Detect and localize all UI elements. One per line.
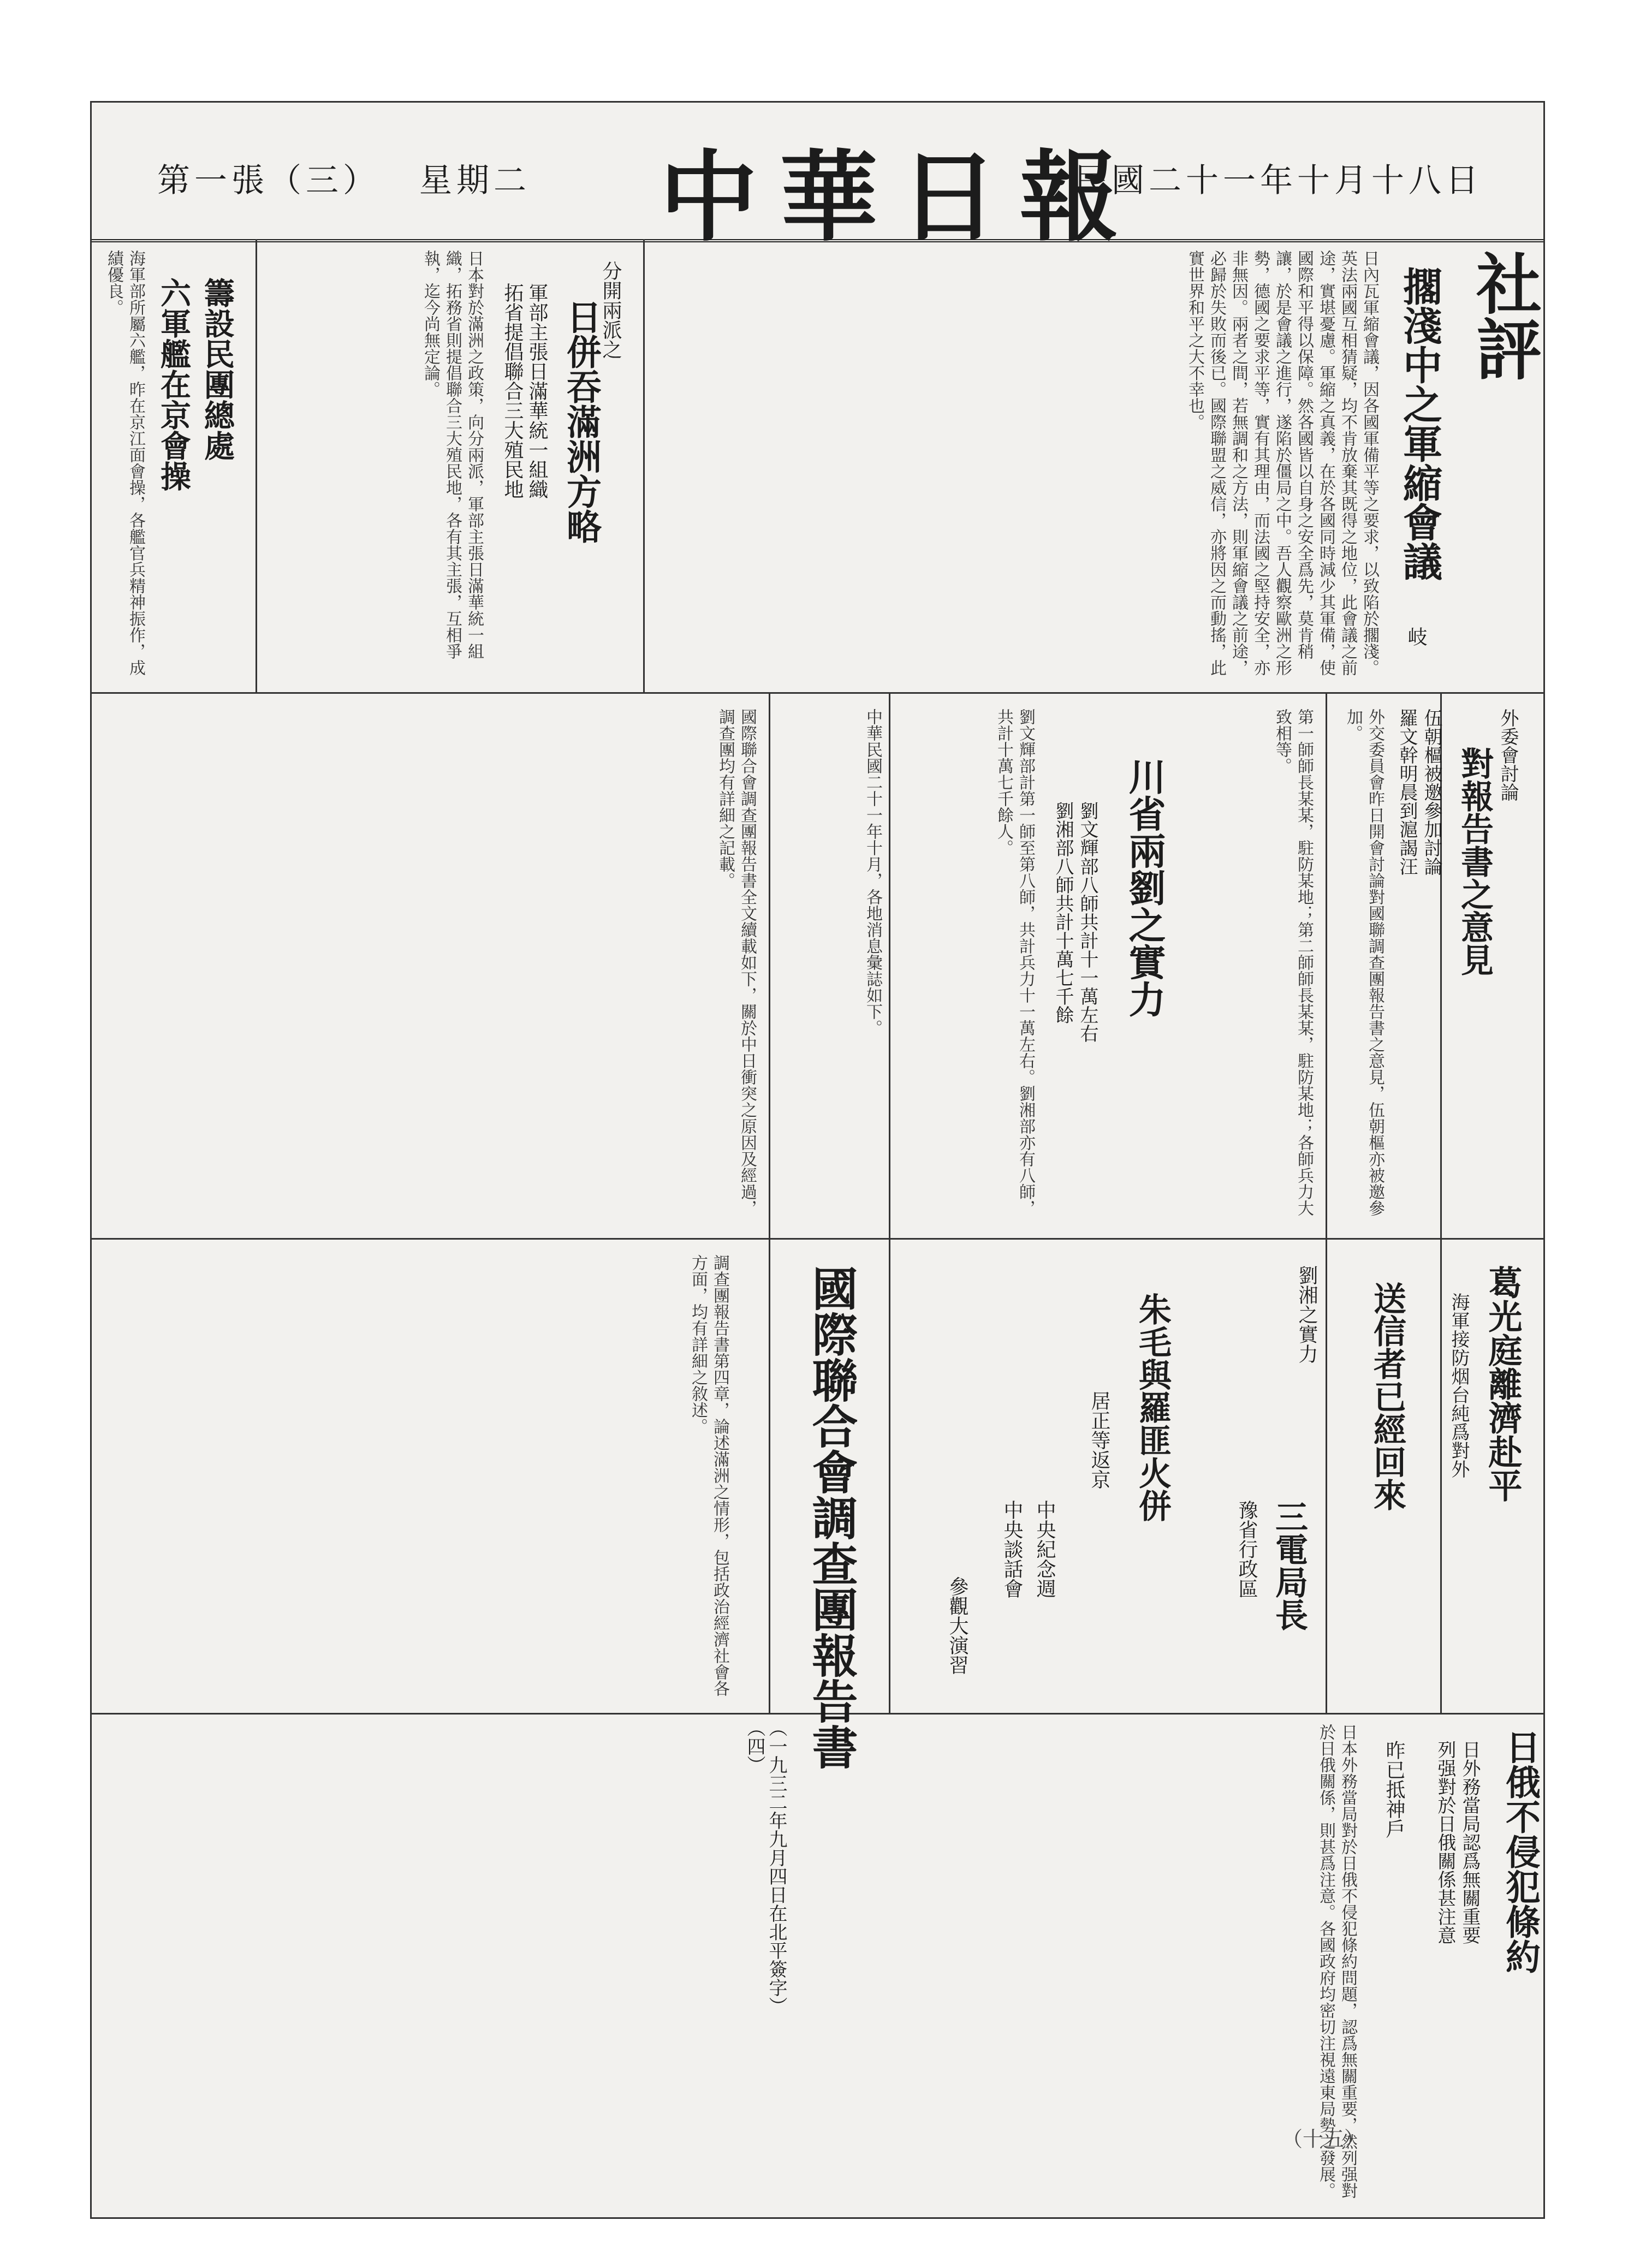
sandian-headline: 三電局長 [1270, 1500, 1308, 1631]
canguan-headline: 參觀大演習 [946, 1576, 968, 1675]
manchuria-kicker: 分開兩派之 [599, 261, 622, 359]
masthead-day: 星期二 [419, 162, 531, 200]
yusheng-headline: 豫省行政區 [1235, 1500, 1258, 1598]
gegan-sub: 海軍接防烟台純爲對外 [1448, 1293, 1470, 1478]
six-ships-headline: 六軍艦在京會操 [156, 277, 192, 491]
tanhua-headline: 中央談話會 [1001, 1500, 1023, 1598]
report-opinion-sub: 伍朝樞被邀參加討論 [1421, 709, 1442, 876]
masthead [92, 103, 1543, 255]
editorial-headline: 擱淺中之軍縮會議 [1397, 266, 1443, 581]
report-opinion-label: 外委會討論 [1497, 709, 1519, 801]
league-report-part: （四） [744, 1718, 765, 1774]
column-rule [255, 239, 257, 692]
bottom-band-body: 日本外務當局對於日俄不侵犯條約問題，認爲無關重要，然列强對於日俄關係，則甚爲注意。各國政府均密切注視遠東局勢之發展。 [1316, 1724, 1357, 2199]
editorial-label: 社評 [1465, 250, 1542, 381]
rieri-sub: 日外務當局認爲無關重要 [1459, 1740, 1481, 1944]
gegan-headline: 葛光庭離濟赴平 [1483, 1265, 1523, 1502]
league-report-body: 調查團報告書第四章，論述滿洲之情形，包括政治經濟社會各方面，均有詳細之敘述。 [688, 1254, 729, 1696]
liudu-headline: 劉湘之實力 [1296, 1265, 1318, 1364]
column-text: 中華民國二十一年十月，各地消息彙誌如下。 [863, 709, 882, 1036]
page-number: （十五） [1282, 2127, 1365, 2151]
manchuria-headline: 日併吞滿洲方略 [561, 299, 602, 544]
manchuria-sub2: 拓省提倡聯合三大殖民地 [501, 283, 524, 499]
six-ships-body: 海軍部所屬六艦，昨在京江面會操，各艦官兵精神振作，成績優良。 [104, 250, 145, 676]
column-rule [1326, 692, 1327, 1713]
column-rule [643, 239, 645, 692]
middle-left-text: 國際聯合會調查團報告書全文續載如下，關於中日衝突之原因及經過，調查團均有詳細之記載。 [716, 709, 757, 1216]
editorial-author: 岐 [1405, 627, 1427, 646]
league-report-headline: 國際聯合會調查團報告書 [805, 1265, 859, 1770]
mintuan-headline: 籌設民團總處 [199, 277, 235, 461]
liu-power-body: 劉文輝部計第一師至第八師，共計兵力十一萬左右。劉湘部亦有八師，共計十萬七千餘人。 [994, 709, 1035, 1216]
manchuria-sub1: 軍部主張日滿華統一組織 [526, 283, 548, 499]
league-report-date: （一九三二年九月四日在北平簽字） [765, 1718, 787, 2015]
liu-power-sub1: 劉文輝部八師共計十一萬左右 [1077, 801, 1098, 1043]
masthead-section: 第一張（三） [157, 162, 380, 200]
rieri-sub2: 列强對於日俄關係甚注意 [1434, 1740, 1456, 1944]
report-opinion-sub2: 羅文幹明晨到滬謁汪 [1396, 709, 1418, 876]
juzheng-headline: 居正等返京 [1088, 1391, 1110, 1489]
masthead-date: 民國二十一年十月十八日 [1074, 162, 1483, 200]
song-xin-headline: 送信者已經回來 [1368, 1282, 1406, 1511]
liu-power-headline: 川省兩劉之實力 [1122, 758, 1166, 1017]
column-rule [769, 692, 770, 1713]
column-rule [889, 692, 890, 1713]
report-opinion-body: 外交委員會昨日開會討論對國聯調查團報告書之意見，伍朝樞亦被邀參加。 [1344, 709, 1385, 1216]
newspaper-frame [90, 101, 1545, 2219]
liu-power-sub2: 劉湘部八師共計十萬七千餘 [1052, 801, 1074, 1024]
report-opinion-headline: 對報告書之意見 [1455, 747, 1494, 976]
jinian-headline: 中央紀念週 [1033, 1500, 1056, 1598]
editorial-body: 日內瓦軍縮會議，因各國軍備平等之要求，以致陷於擱淺。英法兩國互相猜疑，均不肯放棄其既得之地位，此會議之前途，實堪憂慮。軍縮之真義，在於各國同時減少其軍備，使國際和平得以保障。然各國皆以自身之安全爲先，莫肯稍讓，於是會議之進行，遂陷於僵局之中。吾人觀察歐洲之形勢，德國之要求平等，實有其理由，而法國之堅持安全，亦非無因。兩者之間，若無調和之方法，則軍縮會議之前途，必歸於失敗而後已。國際聯盟之威信，亦將因之而動搖，此實世界和平之大不幸也。 [1185, 250, 1379, 676]
manchuria-body: 日本對於滿洲之政策，向分兩派，軍部主張日滿華統一組織，拓務省則提倡聯合三大殖民地，各有其主張，互相爭執，迄今尚無定論。 [421, 250, 484, 659]
liu-power-detail: 第一師師長某某，駐防某地；第二師師長某某，駐防某地；各師兵力大致相等。 [1273, 709, 1314, 1216]
zhumao-headline: 朱毛與羅匪火併 [1133, 1293, 1172, 1522]
rieri-headline: 日俄不侵犯條約 [1500, 1729, 1541, 1974]
zuo-yi-headline: 昨已抵神戶 [1383, 1740, 1405, 1838]
masthead-title: 中華日報 [659, 140, 1140, 255]
